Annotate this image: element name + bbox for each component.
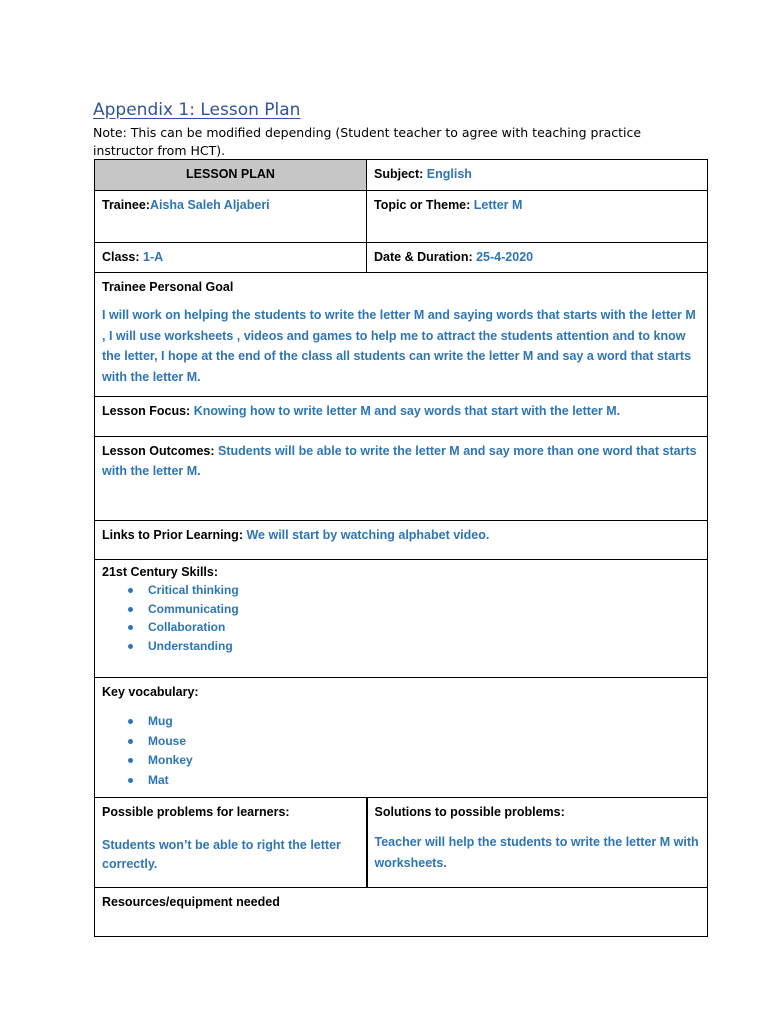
topic-label: Topic or Theme: xyxy=(374,198,471,212)
list-item: Monkey xyxy=(148,751,700,771)
trainee-value: Aisha Saleh Aljaberi xyxy=(149,198,270,212)
subject-label: Subject: xyxy=(374,167,424,181)
date-value: 25-4-2020 xyxy=(476,250,534,264)
solutions-cell xyxy=(367,798,708,888)
goal-text: I will work on helping the students to write the letter M and saying words that starts with the letter M , I will use worksheets , videos and games to help me to attract the students attention and to know the letter, I hope at the end of the class all students can write the letter M and say a word that starts with the letter M. xyxy=(102,308,696,384)
date-label: Date & Duration: xyxy=(374,250,473,264)
vocab-list xyxy=(102,712,700,790)
lesson-plan-header: LESSON PLAN xyxy=(95,160,367,191)
list-item: Understanding xyxy=(148,637,700,656)
problems-value: Students won’t be able to right the letter correctly. xyxy=(102,838,341,871)
class-value: 1-A xyxy=(143,250,164,264)
class-label: Class: xyxy=(102,250,140,264)
subject-value: English xyxy=(426,167,472,181)
problems-label: Possible problems for learners: xyxy=(102,805,290,819)
list-item: Mat xyxy=(148,771,700,791)
trainee-label: Trainee: xyxy=(102,198,150,212)
note-text: Note: This can be modified depending (Student teacher to agree with teaching practice instructor from HCT). xyxy=(93,125,642,158)
goal-label: Trainee Personal Goal xyxy=(102,280,234,294)
outcomes-label: Lesson Outcomes: xyxy=(102,444,215,458)
vocab-label: Key vocabulary: xyxy=(102,685,199,699)
skills-list xyxy=(102,581,700,655)
lesson-plan-table xyxy=(94,159,707,937)
focus-cell xyxy=(95,397,708,437)
subject-cell xyxy=(367,160,708,191)
links-label: Links to Prior Learning: xyxy=(102,528,243,542)
resources-label: Resources/equipment needed xyxy=(102,895,280,909)
topic-value: Letter M xyxy=(473,198,523,212)
list-item: Communicating xyxy=(148,600,700,619)
solutions-label: Solutions to possible problems: xyxy=(374,805,565,819)
skills-cell xyxy=(95,560,708,678)
appendix-title: Appendix 1: Lesson Plan xyxy=(93,100,301,120)
problems-cell xyxy=(95,798,367,888)
vocab-cell xyxy=(95,678,708,798)
class-cell xyxy=(95,243,367,273)
outcomes-value: Students will be able to write the letter M and say more than one word that starts with the letter M. xyxy=(102,444,697,478)
solutions-value: Teacher will help the students to write the letter M with worksheets. xyxy=(374,835,699,870)
trainee-cell xyxy=(95,191,367,243)
list-item: Critical thinking xyxy=(148,581,700,600)
focus-value: Knowing how to write letter M and say words that start with the letter M. xyxy=(193,404,621,418)
outcomes-cell xyxy=(95,437,708,521)
list-item: Mouse xyxy=(148,732,700,752)
list-item: Mug xyxy=(148,712,700,732)
list-item: Collaboration xyxy=(148,618,700,637)
links-cell xyxy=(95,521,708,560)
date-cell xyxy=(367,243,708,273)
resources-cell xyxy=(95,888,708,937)
skills-label: 21st Century Skills: xyxy=(102,565,219,579)
links-value: We will start by watching alphabet video. xyxy=(246,528,490,542)
topic-cell xyxy=(367,191,708,243)
focus-label: Lesson Focus: xyxy=(102,404,191,418)
goal-cell xyxy=(95,273,708,397)
